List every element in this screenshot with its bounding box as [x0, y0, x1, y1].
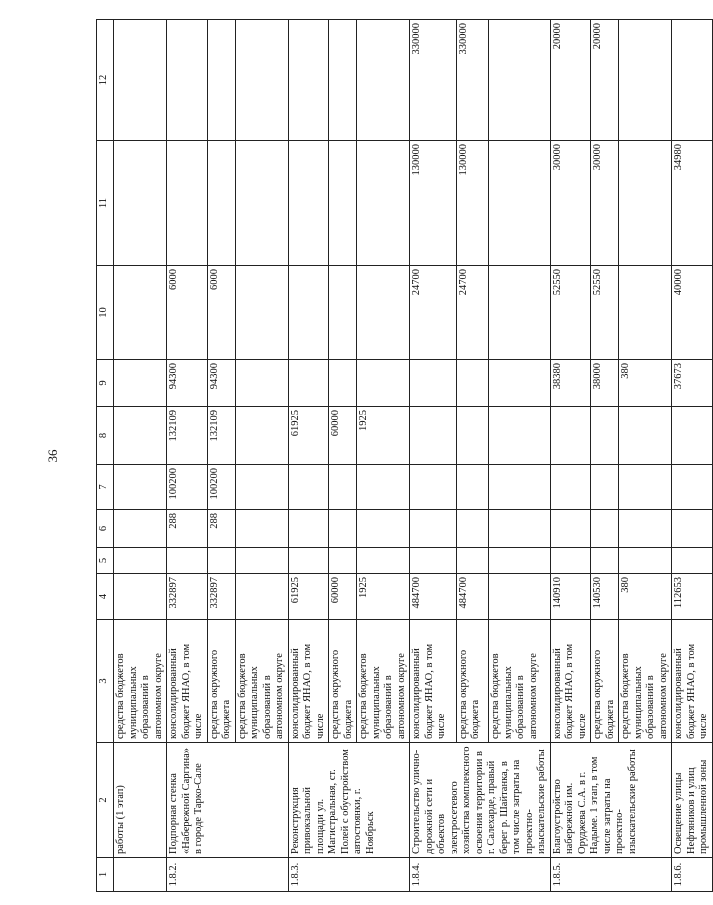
cell [288, 360, 329, 407]
cell-total: 1925 [357, 574, 410, 620]
funding-source: консолидированный бюджет ЯНАО, в том числе [288, 620, 329, 743]
row-name: Реконструкция привокзальной площади ул. Магистральная, ст. Полей с обустройством автостоянки, г. Ноябрьск [288, 743, 410, 858]
header-cell: 9 [97, 360, 114, 407]
cell-total: 332897 [207, 574, 235, 620]
header-cell: 4 [97, 574, 114, 620]
cell [672, 407, 713, 465]
cell [329, 360, 357, 407]
cell: 30000 [591, 141, 619, 266]
cell [550, 510, 591, 548]
cell [619, 20, 672, 141]
cell [456, 510, 488, 548]
funding-source: средства окружного бюджета [456, 620, 488, 743]
cell [288, 20, 329, 141]
header-cell: 12 [97, 20, 114, 141]
cell [114, 141, 167, 266]
cell [489, 266, 550, 360]
row-name: Подпорная стенка «Набережной Саргина» в городе Тарко-Сале [167, 743, 289, 858]
cell: 132109 [167, 407, 208, 465]
cell: 20000 [591, 20, 619, 141]
cell: 38380 [550, 360, 591, 407]
header-cell: 3 [97, 620, 114, 743]
cell [207, 141, 235, 266]
rotated-table-container [96, 20, 709, 892]
cell [410, 510, 457, 548]
cell: 94300 [167, 360, 208, 407]
cell [550, 407, 591, 465]
row-name: работы (1 этап) [114, 743, 167, 858]
cell: 40000 [672, 266, 713, 360]
cell [167, 548, 208, 574]
header-row [97, 20, 114, 892]
cell [489, 574, 550, 620]
funding-source: консолидированный бюджет ЯНАО, в том числе [550, 620, 591, 743]
cell [357, 266, 410, 360]
cell: 380 [619, 360, 672, 407]
cell-total: 380 [619, 574, 672, 620]
cell-total: 60000 [329, 574, 357, 620]
table-row [672, 20, 713, 892]
cell [288, 465, 329, 510]
cell [235, 465, 288, 510]
cell: 330000 [410, 20, 457, 141]
funding-source: средства окружного бюджета [591, 620, 619, 743]
cell [410, 360, 457, 407]
funding-source: средства бюджетов муниципальных образований в автономном округе [114, 620, 167, 743]
cell: 330000 [456, 20, 488, 141]
cell [619, 141, 672, 266]
cell [235, 141, 288, 266]
cell [329, 465, 357, 510]
cell: 100200 [207, 465, 235, 510]
cell [489, 465, 550, 510]
cell [619, 465, 672, 510]
cell [235, 20, 288, 141]
header-cell: 7 [97, 465, 114, 510]
cell: 132109 [207, 407, 235, 465]
cell [357, 141, 410, 266]
cell: 60000 [329, 407, 357, 465]
cell: 37673 [672, 360, 713, 407]
cell: 52550 [550, 266, 591, 360]
cell [489, 20, 550, 141]
cell-total: 140530 [591, 574, 619, 620]
cell: 24700 [410, 266, 457, 360]
funding-source: консолидированный бюджет ЯНАО, в том числе [410, 620, 457, 743]
header-cell: 11 [97, 141, 114, 266]
cell [114, 407, 167, 465]
funding-source: средства окружного бюджета [329, 620, 357, 743]
cell [329, 266, 357, 360]
cell [619, 266, 672, 360]
header-cell: 10 [97, 266, 114, 360]
row-name: Освещение улицы Нефтяников и улиц промышленной зоны [672, 743, 713, 858]
cell [329, 510, 357, 548]
funding-source: консолидированный бюджет ЯНАО, в том числе [672, 620, 713, 743]
cell [591, 548, 619, 574]
cell: 130000 [456, 141, 488, 266]
table-row [288, 20, 329, 892]
row-id: 1.8.3. [288, 858, 410, 892]
cell [591, 510, 619, 548]
cell [329, 548, 357, 574]
cell: 24700 [456, 266, 488, 360]
cell [235, 574, 288, 620]
cell-total: 332897 [167, 574, 208, 620]
cell: 130000 [410, 141, 457, 266]
cell [410, 548, 457, 574]
cell: 61925 [288, 407, 329, 465]
cell [235, 510, 288, 548]
row-name: Строительство улично-дорожной сети и объектов электросетевого хозяйства комплексного освоения территории в г. Салехарде, правый берег р. Шайтанка, в том числе затраты на проектно-изыскательские работы [410, 743, 551, 858]
cell-total: 484700 [456, 574, 488, 620]
cell [235, 407, 288, 465]
cell: 38000 [591, 360, 619, 407]
header-cell: 6 [97, 510, 114, 548]
cell [489, 548, 550, 574]
funding-source: средства бюджетов муниципальных образований в автономном округе [235, 620, 288, 743]
cell: 6000 [167, 266, 208, 360]
funding-source: средства окружного бюджета [207, 620, 235, 743]
table-row [167, 20, 208, 892]
cell-total: 140910 [550, 574, 591, 620]
cell: 6000 [207, 266, 235, 360]
cell [672, 465, 713, 510]
cell [456, 548, 488, 574]
cell [235, 548, 288, 574]
cell [619, 548, 672, 574]
cell [489, 360, 550, 407]
cell [357, 360, 410, 407]
cell-total: 484700 [410, 574, 457, 620]
cell [167, 20, 208, 141]
cell: 34980 [672, 141, 713, 266]
cell [357, 548, 410, 574]
cell [235, 266, 288, 360]
header-cell: 2 [97, 743, 114, 858]
cell [114, 510, 167, 548]
cell [489, 510, 550, 548]
cell: 100200 [167, 465, 208, 510]
header-cell: 5 [97, 548, 114, 574]
cell: 20000 [550, 20, 591, 141]
table-row [410, 20, 457, 892]
cell [207, 20, 235, 141]
row-id: 1.8.6. [672, 858, 713, 892]
cell [357, 465, 410, 510]
cell [591, 407, 619, 465]
cell [591, 465, 619, 510]
cell [235, 360, 288, 407]
cell [456, 407, 488, 465]
cell [114, 20, 167, 141]
cell-total: 112653 [672, 574, 713, 620]
cell [114, 548, 167, 574]
cell [489, 141, 550, 266]
cell [329, 20, 357, 141]
cell [456, 465, 488, 510]
row-id [114, 858, 167, 892]
cell [672, 510, 713, 548]
row-id: 1.8.4. [410, 858, 551, 892]
funding-source: средства бюджетов муниципальных образований в автономном округе [489, 620, 550, 743]
cell [114, 465, 167, 510]
cell [550, 548, 591, 574]
cell [489, 407, 550, 465]
cell [456, 360, 488, 407]
cell: 30000 [550, 141, 591, 266]
row-id: 1.8.2. [167, 858, 289, 892]
cell [619, 407, 672, 465]
cell [288, 141, 329, 266]
cell [672, 20, 713, 141]
header-cell: 1 [97, 858, 114, 892]
funding-source: средства бюджетов муниципальных образований в автономном округе [619, 620, 672, 743]
cell [288, 266, 329, 360]
cell [207, 548, 235, 574]
cell [357, 510, 410, 548]
cell-total: 61925 [288, 574, 329, 620]
cell [288, 548, 329, 574]
table-row [550, 20, 591, 892]
table-row [114, 20, 167, 892]
cell [114, 266, 167, 360]
page-number: 36 [45, 449, 60, 463]
cell [329, 141, 357, 266]
cell [114, 574, 167, 620]
cell [357, 20, 410, 141]
cell: 288 [167, 510, 208, 548]
cell [410, 465, 457, 510]
funding-source: средства бюджетов муниципальных образований в автономном округе [357, 620, 410, 743]
cell [672, 548, 713, 574]
cell [288, 510, 329, 548]
row-id: 1.8.5. [550, 858, 672, 892]
cell: 94300 [207, 360, 235, 407]
cell: 288 [207, 510, 235, 548]
cell: 52550 [591, 266, 619, 360]
funding-source: консолидированный бюджет ЯНАО, в том числе [167, 620, 208, 743]
cell: 1925 [357, 407, 410, 465]
cell [167, 141, 208, 266]
budget-table [96, 19, 713, 892]
cell [410, 407, 457, 465]
row-name: Благоустройство набережной им. Оруджева С.А. в г. Надыме. 1 этап, в том числе затраты на проектно-изыскательские работы [550, 743, 672, 858]
cell [550, 465, 591, 510]
cell [114, 360, 167, 407]
cell [619, 510, 672, 548]
header-cell: 8 [97, 407, 114, 465]
